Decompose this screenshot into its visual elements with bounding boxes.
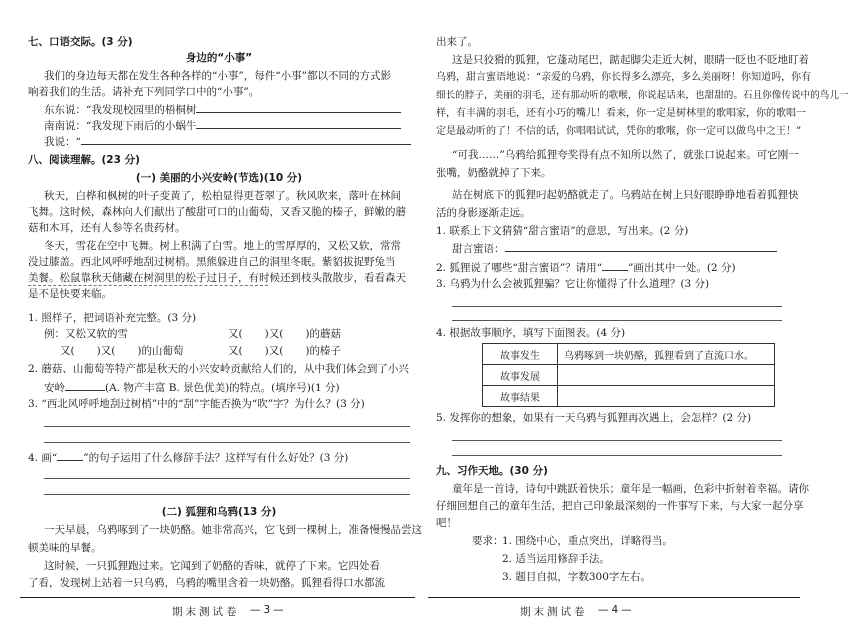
section-9-line: 仔细回想自己的童年生活，把自己印象最深刻的一件事写下来，与大家一起分享 — [436, 500, 804, 512]
page-number: —3— — [250, 604, 287, 616]
question-1-blank-zhenzi: 又( )又( )的榛子 — [228, 345, 341, 357]
answer-line[interactable] — [196, 101, 401, 113]
answer-line[interactable] — [505, 240, 777, 252]
reading-1-line: 是不是快要来临。 — [28, 288, 112, 300]
answer-line[interactable] — [44, 494, 410, 495]
answer-line[interactable] — [452, 455, 782, 456]
section-7-subtitle: 身边的“小事” — [185, 52, 253, 64]
question-1-example: 例：又松又软的雪 — [44, 328, 128, 340]
reading-2-cont-line: “可我……”乌鸦给狐狸夸奖得有点不知所以然了，就张口说起来。可它刚一 — [452, 149, 799, 161]
answer-line[interactable] — [196, 117, 401, 129]
reading-2-cont-line: 样，有丰满的羽毛，还有小巧的嘴儿！看来，你一定是树林里的歌唱家，你的歌唱一 — [436, 108, 806, 119]
section-9-title: 九、习作天地。(30 分) — [436, 465, 548, 477]
question-4: 4. 画“ ”的句子运用了什么修辞手法？这样写有什么好处？(3 分) — [28, 449, 348, 465]
requirement-item: 3. 题目自拟，字数300字左右。 — [502, 571, 651, 583]
reading-2-cont-line: 站在树底下的狐狸叼起奶酪就走了。乌鸦站在树上只好眼睁睁地看着狐狸快 — [452, 189, 799, 201]
r-question-5: 5. 发挥你的想象，如果有一天乌鸦与狐狸再次遇上，会怎样？(2 分) — [436, 412, 752, 424]
reading-1-line: 没过膝盖。西北风呼呼地刮过树梢。黑熊躲进自己的洞里冬眠。紫貂拔捉野兔当 — [28, 256, 396, 268]
answer-line[interactable] — [452, 320, 782, 321]
reading-1-title: (一) 美丽的小兴安岭(节选)(10 分) — [135, 172, 303, 184]
answer-line[interactable] — [44, 442, 410, 443]
answer-line[interactable] — [44, 426, 410, 427]
question-1: 1. 照样子，把词语补充完整。(3 分) — [28, 312, 197, 324]
requirement-item: 1. 围绕中心，重点突出，详略得当。 — [502, 535, 673, 547]
story-sequence-table — [482, 343, 775, 407]
answer-line[interactable] — [81, 133, 411, 145]
question-3: 3. “西北风呼呼地刮过树梢”中的“刮”字能否换为“吹”字？为什么？(3 分) — [28, 398, 365, 410]
reading-1-line: 菇和木耳，还有人参等名贵药材。 — [28, 222, 186, 234]
answer-line[interactable] — [65, 379, 105, 391]
story-stage: 故事结果 — [483, 386, 558, 407]
answer-line[interactable] — [452, 440, 782, 441]
r-question-3: 3. 乌鸦为什么会被狐狸骗？它让你懂得了什么道理？(3 分) — [436, 278, 710, 290]
reading-2-line: 了看，发现树上站着一只乌鸦，乌鸦的嘴里含着一块奶酪。狐狸看得口水都流 — [28, 577, 385, 589]
reading-2-line: 一天早晨，乌鸦啄到了一块奶酪。她非常高兴，它飞到一棵树上，准备慢慢品尝这 — [44, 524, 422, 536]
story-answer-cell[interactable] — [558, 365, 775, 386]
section-7-title: 七、口语交际。(3 分) — [28, 36, 133, 48]
r-question-1-label: 甜言蜜语： — [452, 240, 777, 256]
reading-2-cont-line: 定是最动听的了！不信的话，你唱唱试试，凭你的歌喉，你一定可以做鸟中之王！” — [436, 126, 802, 137]
requirement-item: 2. 适当运用修辞手法。 — [502, 553, 610, 565]
section-9-line: 吧！ — [436, 517, 457, 529]
reading-1-line: 冬天，雪花在空中飞舞。树上积满了白雪。地上的雪厚厚的，又松又软，常常 — [44, 240, 401, 252]
reading-2-title: (二) 狐狸和乌鸦(13 分) — [161, 506, 277, 518]
reading-2-line: 这时候，一只狐狸跑过来。它闻到了奶酪的香味，就停了下来。它四处看 — [44, 560, 380, 572]
section-7-prompt-1: 东东说：“我发现校园里的梧桐树 — [44, 101, 401, 117]
footer-rule — [428, 597, 800, 598]
story-answer-cell[interactable]: 乌鸦啄到一块奶酪，狐狸看到了直流口水。 — [558, 344, 775, 365]
r-question-4: 4. 根据故事顺序，填写下面图表。(4 分) — [436, 327, 626, 339]
story-answer-cell[interactable] — [558, 386, 775, 407]
table-row — [483, 386, 775, 407]
reading-2-cont-line: 乌鸦，甜言蜜语地说：“亲爱的乌鸦，你长得多么漂亮，多么美丽呀！你知道吗，你有 — [436, 72, 812, 83]
r-question-2: 2. 狐狸说了哪些“甜言蜜语”？请用“ ”画出其中一处。(2 分) — [436, 259, 736, 275]
page-number: —4— — [598, 604, 635, 616]
table-row — [483, 365, 775, 386]
table-row — [483, 344, 775, 365]
section-7-prompt-3: 我说：“ — [44, 133, 411, 149]
reading-2-cont-line: 活的身影逐渐走远。 — [436, 207, 531, 219]
story-stage: 故事发生 — [483, 344, 558, 365]
footer-rule — [20, 597, 415, 598]
question-1-blank-putao: 又( )又( )的山葡萄 — [60, 345, 184, 357]
reading-2-cont-line: 张嘴，奶酪就掉了下来。 — [436, 167, 552, 179]
r-question-1: 1. 联系上下文猜猜“甜言蜜语”的意思，写出来。(2 分) — [436, 225, 689, 237]
section-7-intro-1: 我们的身边每天都在发生各种各样的“小事”，每件“小事”都以不同的方式影 — [44, 70, 391, 82]
footer-label: 期末测试卷 — [520, 606, 588, 618]
question-1-blank-mogu: 又( )又( )的蘑菇 — [228, 328, 341, 340]
underline-mark — [28, 285, 268, 286]
right-page — [420, 0, 849, 624]
section-8-title: 八、阅读理解。(23 分) — [28, 154, 140, 166]
reading-1-line: 美餐。松鼠靠秋天储藏在树洞里的松子过日子，有时候还到枝头散散步，看看森天 — [28, 272, 406, 284]
question-2-line-2: 安岭 (A. 物产丰富 B. 景色优美)的特点。(填序号)(1 分) — [44, 379, 340, 395]
reading-1-line: 飞舞。这时候，森林向人们献出了酸甜可口的山葡萄，又香又脆的榛子，鲜嫩的蘑 — [28, 206, 406, 218]
reading-2-cont-line: 细长的脖子，美丽的羽毛，还有那动听的歌喉，你说起话来，也甜甜的。石且你像传说中的鸟儿一 — [436, 90, 849, 101]
section-9-line: 童年是一首诗，诗句中跳跃着快乐；童年是一幅画，色彩中折射着幸福。请你 — [452, 483, 809, 495]
answer-line[interactable] — [44, 478, 410, 479]
section-7-prompt-2: 南南说：“我发现下雨后的小蜗牛 — [44, 117, 401, 133]
reading-2-cont-line: 这是只狡猾的狐狸，它蓬动尾巴，踮起脚尖走近大树，眼睛一眨也不眨地盯着 — [452, 54, 809, 66]
section-7-intro-2: 响着我们的生活。请补充下列同学口中的“小事”。 — [28, 86, 260, 98]
footer-label: 期末测试卷 — [172, 606, 240, 618]
story-stage: 故事发展 — [483, 365, 558, 386]
left-page — [0, 0, 420, 624]
reading-1-line: 秋天，白桦和枫树的叶子变黄了，松柏显得更苍翠了。秋风吹来，落叶在林间 — [44, 190, 401, 202]
requirements-label: 要求： — [472, 535, 504, 547]
question-2-line-1: 2. 蘑菇、山葡萄等特产都是秋天的小兴安岭贡献给人们的，从中我们体会到了小兴 — [28, 363, 409, 375]
reading-2-line: 顿美味的早餐。 — [28, 542, 102, 554]
reading-2-cont-line: 出来了。 — [436, 36, 478, 48]
answer-line[interactable] — [452, 306, 782, 307]
